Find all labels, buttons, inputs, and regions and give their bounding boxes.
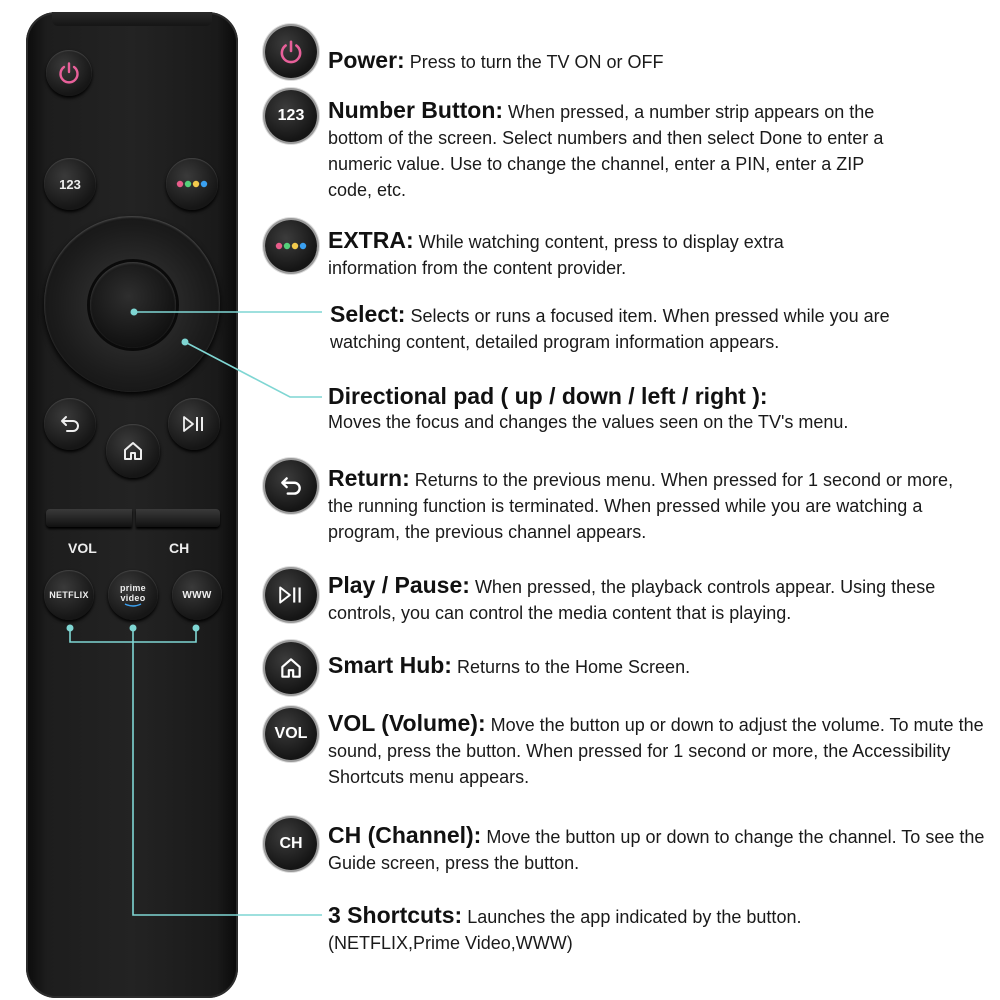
feature-title: CH (Channel):	[328, 822, 482, 848]
feature-dpad	[328, 383, 948, 435]
feature-vol	[328, 710, 988, 790]
feature-icon-vol	[265, 708, 317, 760]
feature-extra	[328, 227, 868, 281]
feature-desc: While watching content, press to display extra information from the content provider.	[328, 232, 784, 278]
www-label: WWW	[182, 589, 212, 601]
feature-desc: Launches the app indicated by the button. (NETFLIX,Prime Video,WWW)	[328, 907, 802, 953]
number-button[interactable]	[44, 158, 96, 210]
power-button[interactable]	[46, 50, 92, 96]
feature-icon-home	[265, 642, 317, 694]
feature-return	[328, 465, 968, 545]
home-icon	[121, 439, 145, 463]
feature-title: EXTRA:	[328, 227, 414, 253]
play-pause-button[interactable]	[168, 398, 220, 450]
ch-label: CH	[169, 540, 190, 556]
return-icon	[278, 473, 304, 499]
feature-desc: When pressed, a number strip appears on the bottom of the screen. Select numbers and then select Done to enter a numeric value. Use to change the channel, enter a PIN, enter a ZIP code, etc.	[328, 102, 884, 200]
feature-title: Directional pad ( up / down / left / right ):	[328, 383, 768, 409]
ir-window	[52, 12, 212, 26]
vol-rocker[interactable]	[46, 509, 132, 527]
extra-dots-icon	[175, 179, 209, 189]
feature-icon-play-pause	[265, 569, 317, 621]
number-button-label: 123	[59, 176, 81, 192]
feature-desc: Selects or runs a focused item. When pressed while you are watching content, detailed program information appears.	[330, 306, 890, 352]
prime-label: prime	[119, 582, 146, 593]
feature-title: Smart Hub:	[328, 652, 452, 678]
feature-icon-ch	[265, 818, 317, 870]
power-icon	[277, 38, 305, 66]
video-label: video	[120, 592, 146, 603]
feature-title: VOL (Volume):	[328, 710, 486, 736]
number-icon-label: 123	[277, 107, 305, 124]
extra-button[interactable]	[166, 158, 218, 210]
feature-ch	[328, 822, 993, 876]
feature-title: Play / Pause:	[328, 572, 470, 598]
feature-smart-hub	[328, 652, 993, 680]
feature-desc: Press to turn the TV ON or OFF	[409, 52, 664, 72]
feature-title: Return:	[328, 465, 410, 491]
feature-number	[328, 97, 898, 203]
feature-icon-power	[265, 26, 317, 78]
select-button[interactable]	[90, 262, 176, 348]
feature-desc: Moves the focus and changes the values seen on the TV's menu.	[328, 412, 849, 432]
feature-desc: Move the button up or down to change the channel. To see the Guide screen, press the button.	[328, 827, 985, 873]
feature-title: Select:	[330, 301, 406, 327]
feature-play-pause	[328, 572, 988, 626]
power-icon	[56, 60, 82, 86]
play-pause-icon	[277, 584, 305, 606]
ch-rocker[interactable]	[136, 509, 220, 527]
extra-dots-icon	[274, 241, 308, 251]
feature-title: Power:	[328, 47, 405, 73]
feature-desc: Returns to the previous menu. When pressed for 1 second or more, the running function is terminated. When pressed while you are watching a program, the previous channel appears.	[328, 470, 954, 542]
feature-title: Number Button:	[328, 97, 504, 123]
ch-icon-label: CH	[279, 835, 303, 852]
vol-icon-label: VOL	[274, 725, 308, 742]
feature-icon-return	[265, 460, 317, 512]
netflix-label: NETFLIX	[49, 590, 89, 600]
www-button[interactable]	[172, 570, 222, 620]
netflix-button[interactable]	[44, 570, 94, 620]
return-icon	[58, 412, 82, 436]
feature-desc: Returns to the Home Screen.	[456, 657, 691, 677]
smart-hub-button[interactable]	[106, 424, 160, 478]
home-icon	[278, 655, 304, 681]
feature-desc: When pressed, the playback controls appear. Using these controls, you can control the media content that is playing.	[328, 577, 936, 623]
feature-title: 3 Shortcuts:	[328, 902, 463, 928]
feature-power	[328, 47, 993, 75]
amazon-smile-icon	[123, 603, 143, 608]
play-pause-icon	[181, 414, 207, 434]
return-button[interactable]	[44, 398, 96, 450]
feature-shortcuts	[328, 902, 888, 956]
feature-desc: Move the button up or down to adjust the volume. To mute the sound, press the button. When pressed for 1 second or more, the Accessibility Shortcuts menu appears.	[328, 715, 984, 787]
vol-label: VOL	[68, 540, 97, 556]
feature-select	[330, 301, 930, 355]
prime-video-button[interactable]	[108, 570, 158, 620]
feature-icon-number	[265, 90, 317, 142]
feature-icon-extra	[265, 220, 317, 272]
